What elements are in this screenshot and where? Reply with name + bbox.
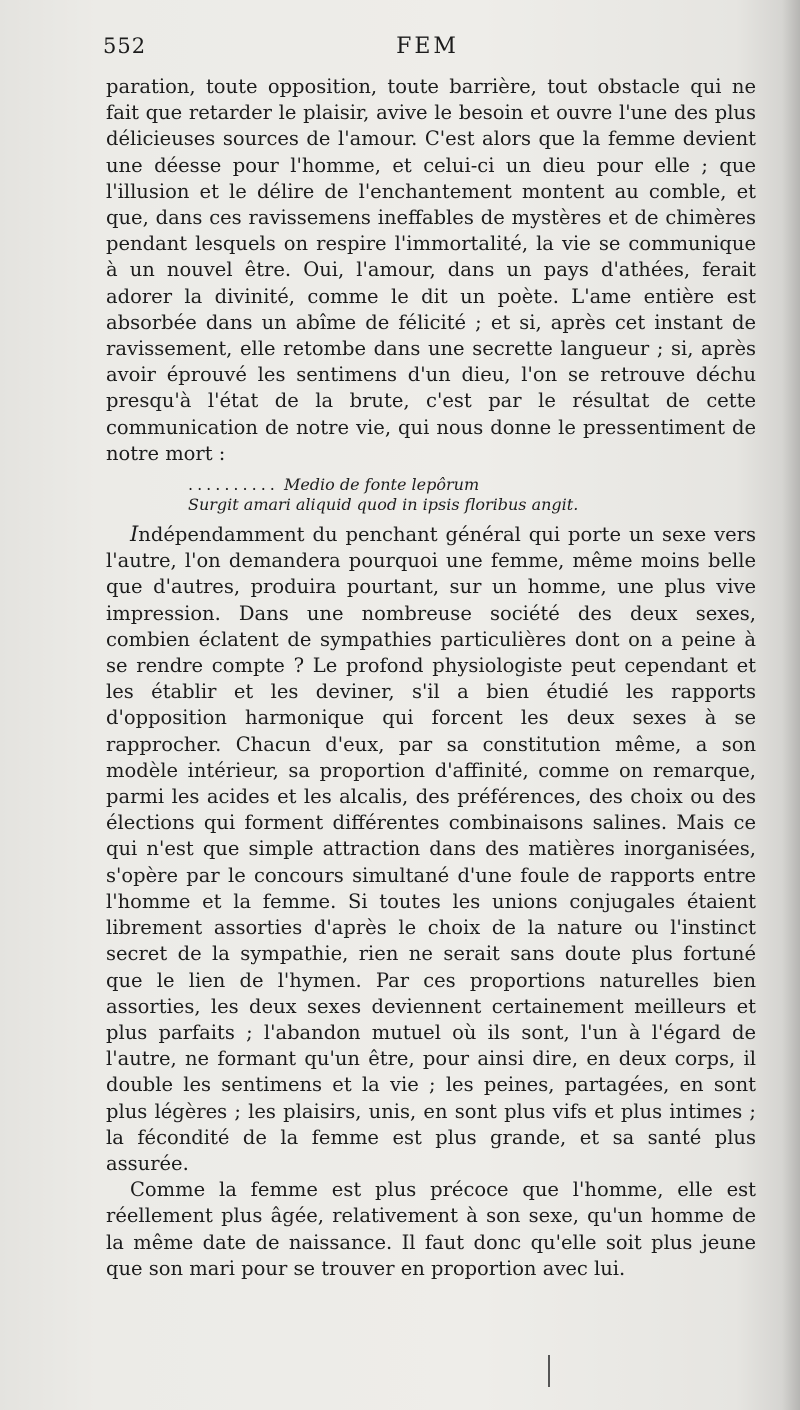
paragraph-2-text: ndépendamment du penchant général qui porte un sexe vers l'autre, l'on demandera pourquoi une femme, même moins belle que d'autres, produira pourtant, sur un homme, une plus vive impression. Dans une nombreuse société des deux sexes, combien éclatent de sympathies particulières dont on a peine à se rendre compte ? Le profond physiologiste peut cependant et les établir et les deviner, s'il a bien étudié les rapports d'opposition harmonique qui forcent les deux sexes à se rapprocher. Chacun d'eux, par sa constitution même, a son modèle intérieur, sa proportion d'affinité, comme on remarque, parmi les acides et les alcalis, des préférences, des choix ou des élections qui forment différentes combinaisons salines. Mais ce qui n'est que simple attraction dans des matières inorganisées, s'opère par le concours simultané d'une foule de rapports entre l'homme et la femme. Si toutes les unions conjugales étaient librement assorties d'après le choix de la nature ou l'instinct secret de la sympathie, rien ne serait sans doute plus fortuné que le lien de l'hymen. Par ces proportions naturelles bien assorties, les deux sexes deviennent certainement meilleurs et plus parfaits ; l'abandon mutuel où ils sont, l'un à l'égard de l'autre, ne formant qu'un être, pour ainsi dire, en deux corps, il double les sentimens et la vie ; les peines, partagées, en sont plus légères ; les plaisirs, unis, en sont plus vifs et plus intimes ; la fécondité de la femme est plus grande, et sa santé plus assurée. xyxy=(106,523,756,1175)
running-head: FEM xyxy=(396,34,459,59)
ink-mark xyxy=(548,1355,550,1387)
quote-ellipsis: .......... xyxy=(188,475,279,495)
paragraph-1: paration, toute opposition, toute barrière, tout obstacle qui ne fait que retarder le plaisir, avive le besoin et ouvre l'une des plus délicieuses sources de l'amour. C'est alors que la femme devient une déesse pour l'homme, et celui-ci un dieu pour elle ; que l'illusion et le délire de l'enchantement montent au comble, et que, dans ces ravissemens ineffables de mystères et de chimères pendant lesquels on respire l'immortalité, la vie se communique à un nouvel être. Oui, l'amour, dans un pays d'athées, ferait adorer la divinité, comme le dit un poète. L'ame entière est absorbée dans un abîme de félicité ; et si, après cet instant de ravissement, elle retombe dans une secrette langueur ; si, après avoir éprouvé les sentimens d'un dieu, l'on se retrouve déchu presqu'à l'état de la brute, c'est par le résultat de cette communication de notre vie, qui nous donne le pressentiment de notre mort : xyxy=(106,75,756,465)
latin-quotation xyxy=(106,475,756,515)
paragraph-2 xyxy=(106,521,756,1177)
quote-text-1: Medio de fonte lepôrum xyxy=(283,475,480,495)
quote-line-2: Surgit amari aliquid quod in ipsis floribus angit. xyxy=(188,495,579,515)
paragraph-3: Comme la femme est plus précoce que l'homme, elle est réellement plus âgée, relativement à son sexe, qu'un homme de la même date de naissance. Il faut donc qu'elle soit plus jeune que son mari pour se trouver en proportion avec lui. xyxy=(106,1178,756,1280)
page-number: 552 xyxy=(103,34,147,58)
page-edge-shadow xyxy=(782,0,800,1410)
body-text xyxy=(106,74,756,1282)
quote-line-1 xyxy=(106,475,756,495)
page-header xyxy=(103,34,752,64)
paragraph-2-initial: I xyxy=(130,522,139,547)
